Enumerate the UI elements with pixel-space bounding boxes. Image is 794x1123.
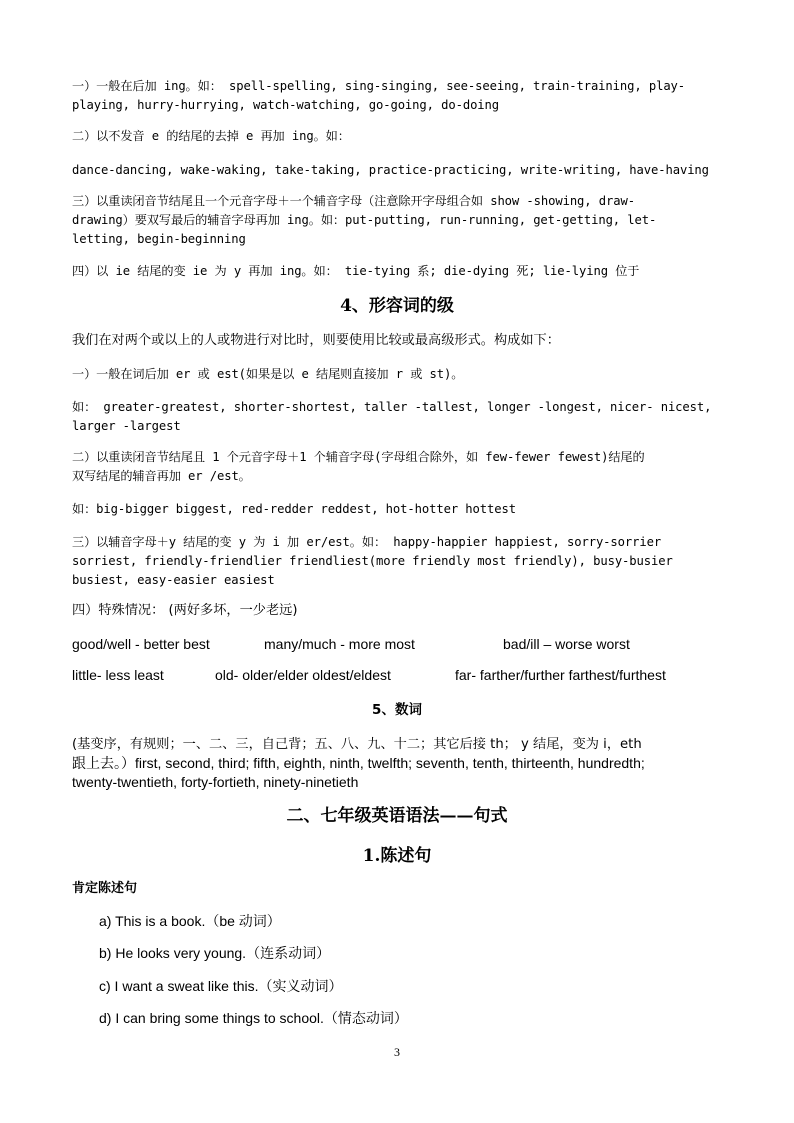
example-sentence: c) I want a sweat like this.（实义动词）: [99, 978, 343, 994]
adjectives-intro: 我们在对两个或以上的人或物进行对比时，则要使用比较或最高级形式。构成如下：: [72, 333, 560, 348]
example-sentence: a) This is a book.（be 动词）: [99, 913, 281, 929]
special-form-far: far- farther/further farthest/furthest: [455, 667, 666, 683]
special-form-old: old- older/elder oldest/eldest: [215, 667, 391, 683]
adj-rule1-ex-line1: 如： greater-greatest, shorter-shortest, taller -tallest, longer -longest, nicer- nicest,: [72, 400, 712, 414]
adj-rule3-line1: 三）以辅音字母＋y 结尾的变 y 为 i 加 er/est。如： happy-happier happiest, sorry-sorrier: [72, 535, 662, 549]
adj-rule2-line2: 双写结尾的辅音再加 er /est。: [72, 469, 251, 483]
ing-rule3-line3: letting, begin-beginning: [72, 232, 246, 246]
adj-rule3-line3: busiest, easy-easier easiest: [72, 573, 275, 587]
numerals-line1: (基变序，有规则；一、二、三，自己背；五、八、九、十二；其它后接 th； y 结尾，变为 i，eth: [72, 737, 642, 752]
numerals-heading: 5、数词: [372, 702, 422, 718]
numerals-line3: twenty-twentieth, forty-fortieth, ninety-ninetieth: [72, 774, 359, 790]
ing-rule1-line1: 一）一般在后加 ing。如： spell-spelling, sing-singing, see-seeing, train-training, play-: [72, 79, 686, 93]
numerals-line2: 跟上去。）first, second, third; fifth, eighth, ninth, twelfth; seventh, tenth, thirteenth, hundredth;: [72, 755, 645, 771]
special-form-little: little- less least: [72, 667, 164, 683]
page-number: 3: [394, 1045, 400, 1059]
special-form-bad: bad/ill – worse worst: [503, 636, 630, 652]
ing-rule2-line2: dance-dancing, wake-waking, take-taking, practice-practicing, write-writing, have-having: [72, 163, 709, 177]
ing-rule4-line1: 四）以 ie 结尾的变 ie 为 y 再加 ing。如： tie-tying 系; die-dying 死; lie-lying 位于: [72, 264, 640, 278]
adjectives-heading: 4、形容词的级: [340, 296, 454, 316]
adj-rule1-ex-line2: larger -largest: [72, 419, 181, 433]
affirmative-subheading: 肯定陈述句: [72, 881, 138, 896]
adj-rule1: 一）一般在词后加 er 或 est(如果是以 e 结尾则直接加 r 或 st)。: [72, 367, 464, 381]
special-form-many: many/much - more most: [264, 636, 415, 652]
adj-rule3-line2: sorriest, friendly-friendlier friendliest(more friendly most friendly), busy-busier: [72, 554, 673, 568]
special-form-good: good/well - better best: [72, 636, 210, 652]
adj-rule2-ex: 如：big-bigger biggest, red-redder reddest, hot-hotter hottest: [72, 502, 516, 516]
example-sentence: d) I can bring some things to school.（情态动词）: [99, 1010, 408, 1026]
example-sentence: b) He looks very young.（连系动词）: [99, 945, 331, 961]
adj-rule2-line1: 二）以重读闭音节结尾且 1 个元音字母＋1 个辅音字母(字母组合除外，如 few-fewer fewest)结尾的: [72, 450, 645, 464]
declarative-heading: 1.陈述句: [362, 846, 432, 866]
syntax-title: 二、七年级英语语法——句式: [286, 806, 508, 826]
adj-rule4: 四）特殊情况： (两好多坏，一少老远): [72, 603, 298, 618]
ing-rule3-line2: drawing）要双写最后的辅音字母再加 ing。如：put-putting, run-running, get-getting, let-: [72, 213, 657, 227]
ing-rule1-line2: playing, hurry-hurrying, watch-watching, go-going, do-doing: [72, 98, 500, 112]
ing-rule2-line1: 二）以不发音 e 的结尾的去掉 e 再加 ing。如：: [72, 129, 350, 143]
ing-rule3-line1: 三）以重读闭音节结尾且一个元音字母＋一个辅音字母（注意除开字母组合如 show -showing, draw-: [72, 194, 635, 208]
